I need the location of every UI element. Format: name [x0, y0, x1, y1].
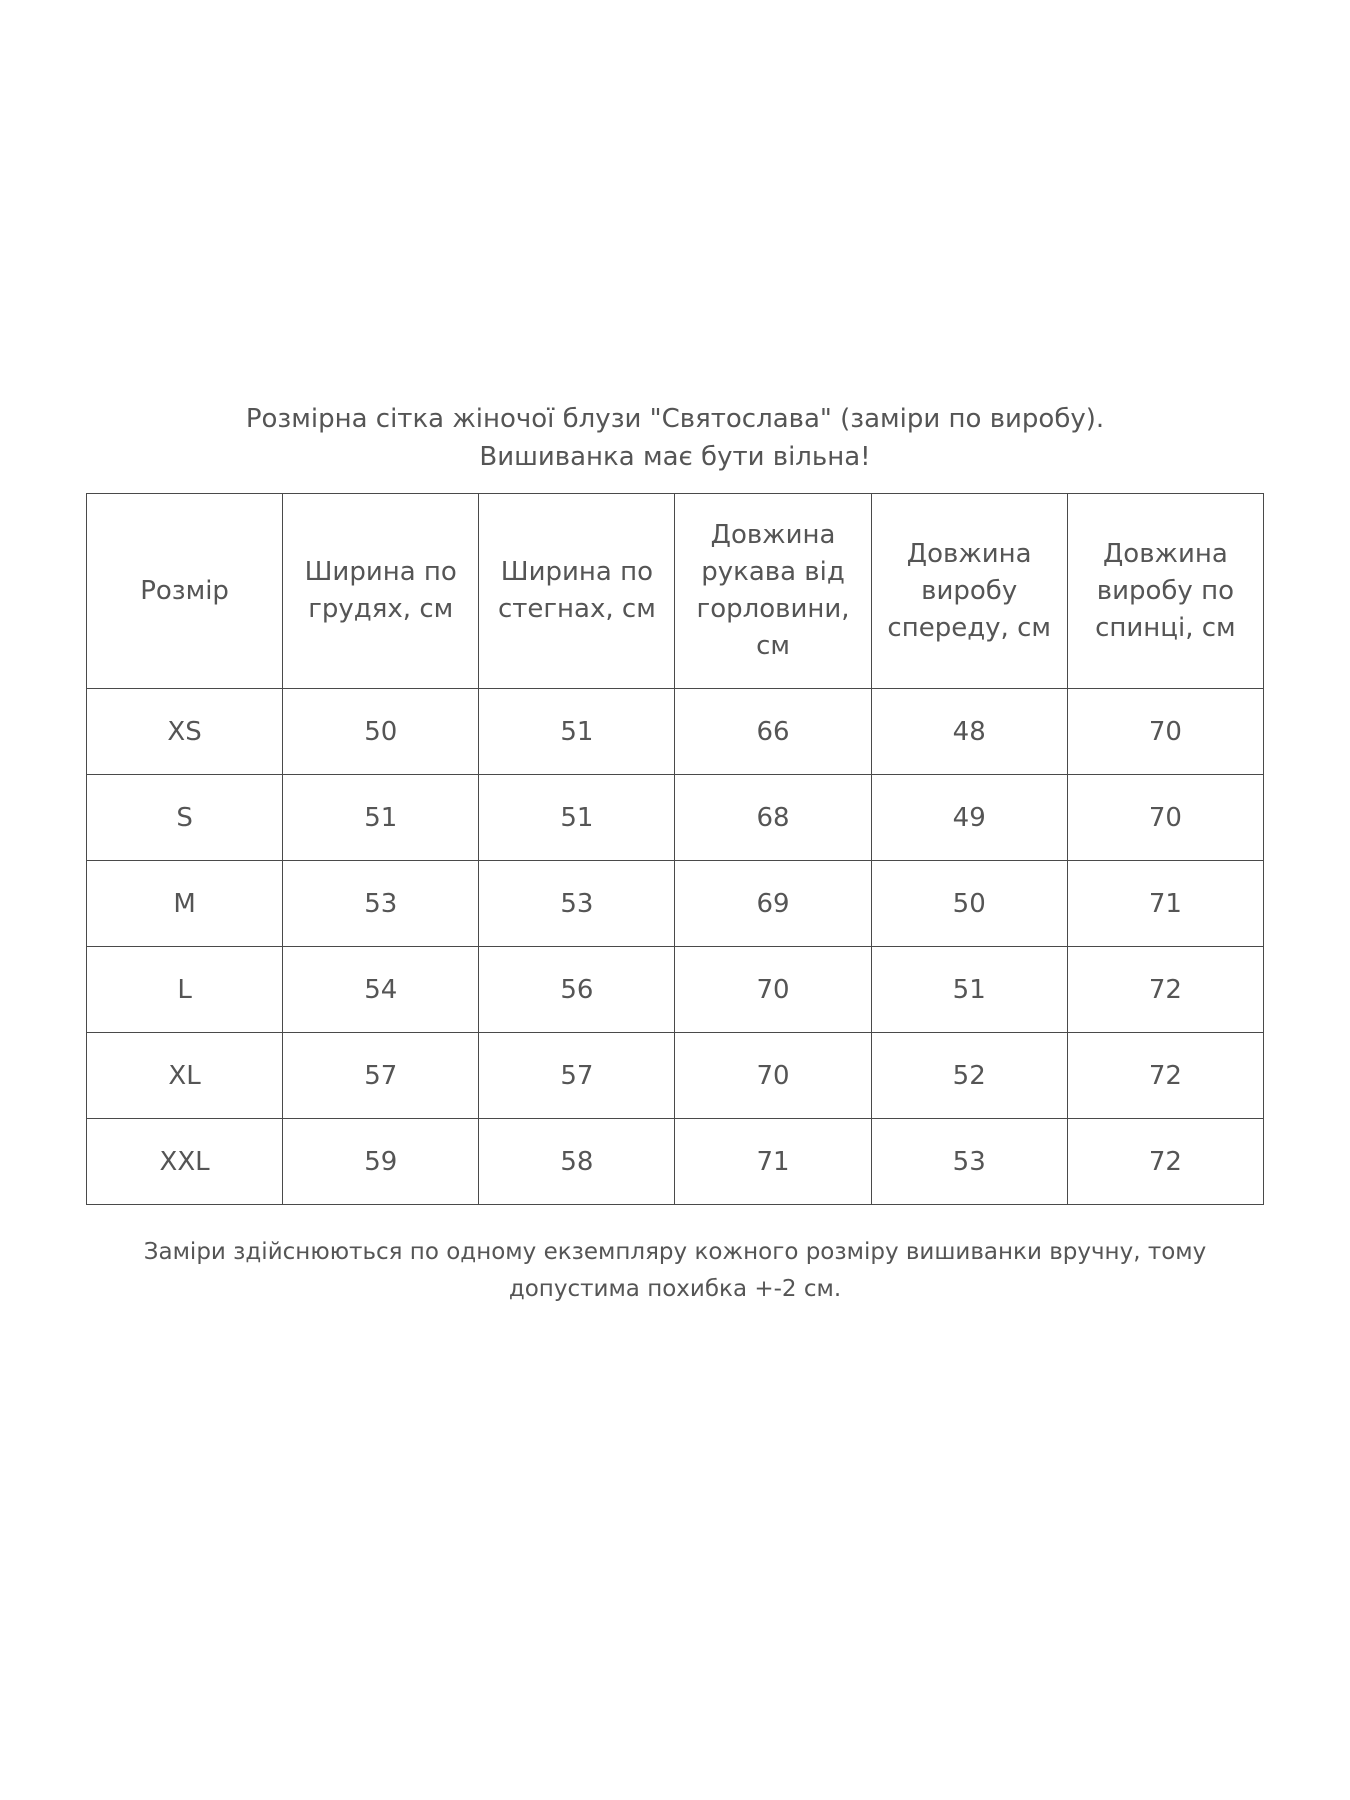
title-line-2: Вишиванка має бути вільна! — [479, 442, 871, 472]
cell-sleeve-length: 70 — [675, 1033, 871, 1119]
cell-chest-width: 59 — [283, 1119, 479, 1205]
table-row — [87, 861, 1264, 947]
header-chest-width: Ширина по грудях, см — [283, 494, 479, 689]
cell-size: L — [87, 947, 283, 1033]
header-sleeve-length: Довжина рукава від горловини, см — [675, 494, 871, 689]
cell-back-length: 70 — [1067, 775, 1263, 861]
header-back-length: Довжина виробу по спинці, см — [1067, 494, 1263, 689]
cell-sleeve-length: 70 — [675, 947, 871, 1033]
cell-back-length: 72 — [1067, 1119, 1263, 1205]
page-title — [0, 400, 1350, 476]
cell-chest-width: 54 — [283, 947, 479, 1033]
title-line-1: Розмірна сітка жіночої блузи "Святослава" (заміри по виробу). — [245, 404, 1105, 434]
cell-sleeve-length: 71 — [675, 1119, 871, 1205]
cell-front-length: 51 — [871, 947, 1067, 1033]
cell-size: S — [87, 775, 283, 861]
measurement-note: Заміри здійснюються по одному екземпляру кожного розміру вишиванки вручну, тому допустима похибка +-2 см. — [143, 1239, 1207, 1302]
cell-chest-width: 50 — [283, 689, 479, 775]
cell-sleeve-length: 66 — [675, 689, 871, 775]
cell-size: M — [87, 861, 283, 947]
table-header-row — [87, 494, 1264, 689]
cell-size: XL — [87, 1033, 283, 1119]
header-hip-width: Ширина по стегнах, см — [479, 494, 675, 689]
cell-chest-width: 57 — [283, 1033, 479, 1119]
header-front-length: Довжина виробу спереду, см — [871, 494, 1067, 689]
cell-back-length: 70 — [1067, 689, 1263, 775]
cell-front-length: 52 — [871, 1033, 1067, 1119]
table-row — [87, 689, 1264, 775]
size-chart-table — [86, 493, 1264, 1205]
cell-back-length: 72 — [1067, 947, 1263, 1033]
cell-chest-width: 51 — [283, 775, 479, 861]
table-row — [87, 1119, 1264, 1205]
cell-hip-width: 53 — [479, 861, 675, 947]
header-size: Розмір — [87, 494, 283, 689]
cell-hip-width: 51 — [479, 689, 675, 775]
cell-front-length: 48 — [871, 689, 1067, 775]
cell-front-length: 50 — [871, 861, 1067, 947]
cell-back-length: 71 — [1067, 861, 1263, 947]
cell-front-length: 53 — [871, 1119, 1067, 1205]
cell-hip-width: 57 — [479, 1033, 675, 1119]
cell-hip-width: 51 — [479, 775, 675, 861]
cell-back-length: 72 — [1067, 1033, 1263, 1119]
cell-hip-width: 58 — [479, 1119, 675, 1205]
table-row — [87, 947, 1264, 1033]
cell-size: XXL — [87, 1119, 283, 1205]
cell-size: XS — [87, 689, 283, 775]
table-row — [87, 1033, 1264, 1119]
cell-hip-width: 56 — [479, 947, 675, 1033]
cell-front-length: 49 — [871, 775, 1067, 861]
table-row — [87, 775, 1264, 861]
cell-chest-width: 53 — [283, 861, 479, 947]
cell-sleeve-length: 68 — [675, 775, 871, 861]
cell-sleeve-length: 69 — [675, 861, 871, 947]
